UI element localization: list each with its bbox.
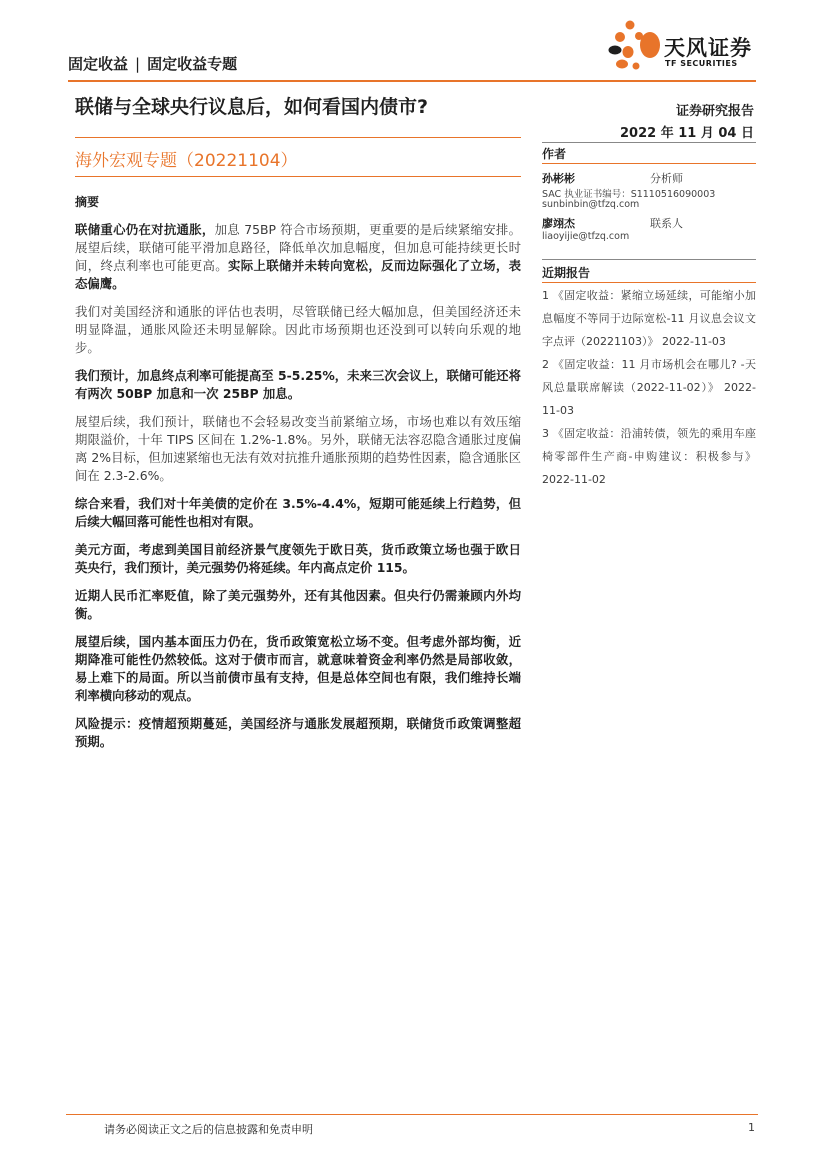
summary-paragraph-3 — [75, 367, 521, 403]
author-1-role: 分析师 — [650, 172, 683, 185]
author-2-email[interactable]: liaoyijie@tfzq.com — [542, 231, 630, 242]
summary-p3-bold: 我们预计，加息终点利率可能提高至 5-5.25%，未来三次会议上，联储可能还将有两次 50BP 加息和一次 25BP 加息。 — [75, 368, 521, 401]
logo-english-name: TF SECURITIES — [665, 59, 738, 68]
summary-paragraph-8 — [75, 633, 521, 705]
summary-paragraph-2: 我们对美国经济和通胀的评估也表明，尽管联储已经大幅加息，但美国经济还未明显降温，通胀风险还未明显解除。因此市场预期也还没到可以转向乐观的地步。 — [75, 304, 521, 355]
summary-section — [75, 193, 521, 761]
logo-chinese-name: 天风证券 — [664, 36, 752, 60]
recent-top-rule — [542, 259, 756, 260]
report-type: 证券研究报告 — [675, 104, 754, 119]
footer-disclaimer: 请务必阅读正文之后的信息披露和免责申明 — [104, 1123, 313, 1136]
subtitle-rule — [75, 176, 521, 177]
summary-p9-bold: 风险提示：疫情超预期蔓延，美国经济与通胀发展超预期，联储货币政策调整超预期。 — [75, 716, 521, 749]
author-2-name: 廖翊杰 — [542, 217, 575, 230]
summary-paragraph-7 — [75, 587, 521, 623]
author-1-name: 孙彬彬 — [542, 172, 575, 185]
summary-p5-bold: 综合来看，我们对十年美债的定价在 3.5%-4.4%，短期可能延续上行趋势，但后续大幅回落可能性也相对有限。 — [75, 496, 521, 529]
summary-p7-bold: 近期人民币汇率贬值，除了美元强势外，还有其他因素。但央行仍需兼顾内外均衡。 — [75, 588, 521, 621]
report-title: 联储与全球央行议息后，如何看国内债市? — [75, 96, 429, 118]
summary-p1-text: 加息 75BP 符合市场预期，更重要的是后续紧缩安排。展望后续，联储可能平滑加息路径，降低单次加息幅度，但加息可能持续更长时间，终点利率也可能更高。 — [75, 222, 521, 273]
breadcrumb-topic: 固定收益专题 — [147, 55, 238, 73]
report-date: 2022 年 11 月 04 日 — [620, 126, 754, 141]
summary-label: 摘要 — [75, 195, 100, 209]
header-rule — [68, 80, 756, 82]
summary-p8-bold: 展望后续，国内基本面压力仍在，货币政策宽松立场不变。但考虑外部均衡，近期降准可能性仍然较低。这对于债市而言，就意味着资金利率仍然是局部收敛，易上难下的局面。所以当前债市虽有支持，但是总体空间也有限，我们维持长端利率横向移动的观点。 — [75, 634, 521, 703]
report-subtitle: 海外宏观专题（20221104） — [75, 151, 298, 171]
recent-report-2[interactable]: 2 《固定收益：11 月市场机会在哪儿? -天风总量联席解读（2022-11-02）》 2022-11-03 — [542, 358, 756, 417]
page-number: 1 — [748, 1121, 755, 1134]
author-2-role: 联系人 — [650, 217, 683, 230]
recent-report-3[interactable]: 3 《固定收益：沿浦转债，领先的乘用车座椅零部件生产商-申购建议：积极参与》 2022-11-02 — [542, 427, 756, 486]
summary-p1-bold-tail: 实际上联储并未转向宽松，反而边际强化了立场，表态偏鹰。 — [75, 258, 522, 291]
authors-top-rule — [542, 142, 756, 143]
recent-reports-list — [542, 284, 756, 491]
footer-rule — [66, 1114, 758, 1115]
summary-paragraph-4: 展望后续，我们预计，联储也不会轻易改变当前紧缩立场，市场也难以有效压缩期限溢价，十年 TIPS 区间在 1.2%-1.8%。另外，联储无法容忍隐含通胀过度偏离 2%目标，但加速紧缩也无法有效对抗推升通胀预期的趋势性因素，隐含通胀区间在 2.3-2.6%。 — [75, 414, 521, 483]
author-2 — [542, 215, 756, 230]
breadcrumb-separator: | — [135, 55, 141, 73]
author-1 — [542, 170, 756, 185]
authors-bottom-rule — [542, 163, 756, 164]
breadcrumb — [68, 53, 237, 74]
summary-paragraph-5 — [75, 495, 521, 531]
author-1-email[interactable]: sunbinbin@tfzq.com — [542, 199, 640, 210]
title-rule — [75, 137, 521, 138]
summary-paragraph-9 — [75, 715, 521, 751]
breadcrumb-category: 固定收益 — [68, 55, 129, 73]
recent-report-1[interactable]: 1 《固定收益：紧缩立场延续，可能缩小加息幅度不等同于边际宽松-11 月议息会议文字点评（20221103）》 2022-11-03 — [542, 289, 756, 348]
authors-label: 作者 — [542, 147, 567, 161]
recent-reports-label: 近期报告 — [542, 266, 591, 280]
summary-paragraph-1 — [75, 221, 521, 293]
summary-p6-bold: 美元方面，考虑到美国目前经济景气度领先于欧日英，货币政策立场也强于欧日英央行，我们预计，美元强势仍将延续。年内高点定价 115。 — [75, 542, 521, 575]
author-1-sac: SAC 执业证书编号：S1110516090003 — [542, 189, 716, 200]
recent-bottom-rule — [542, 282, 756, 283]
summary-p1-bold-lead: 联储重心仍在对抗通胀， — [75, 222, 215, 237]
summary-paragraph-6 — [75, 541, 521, 577]
